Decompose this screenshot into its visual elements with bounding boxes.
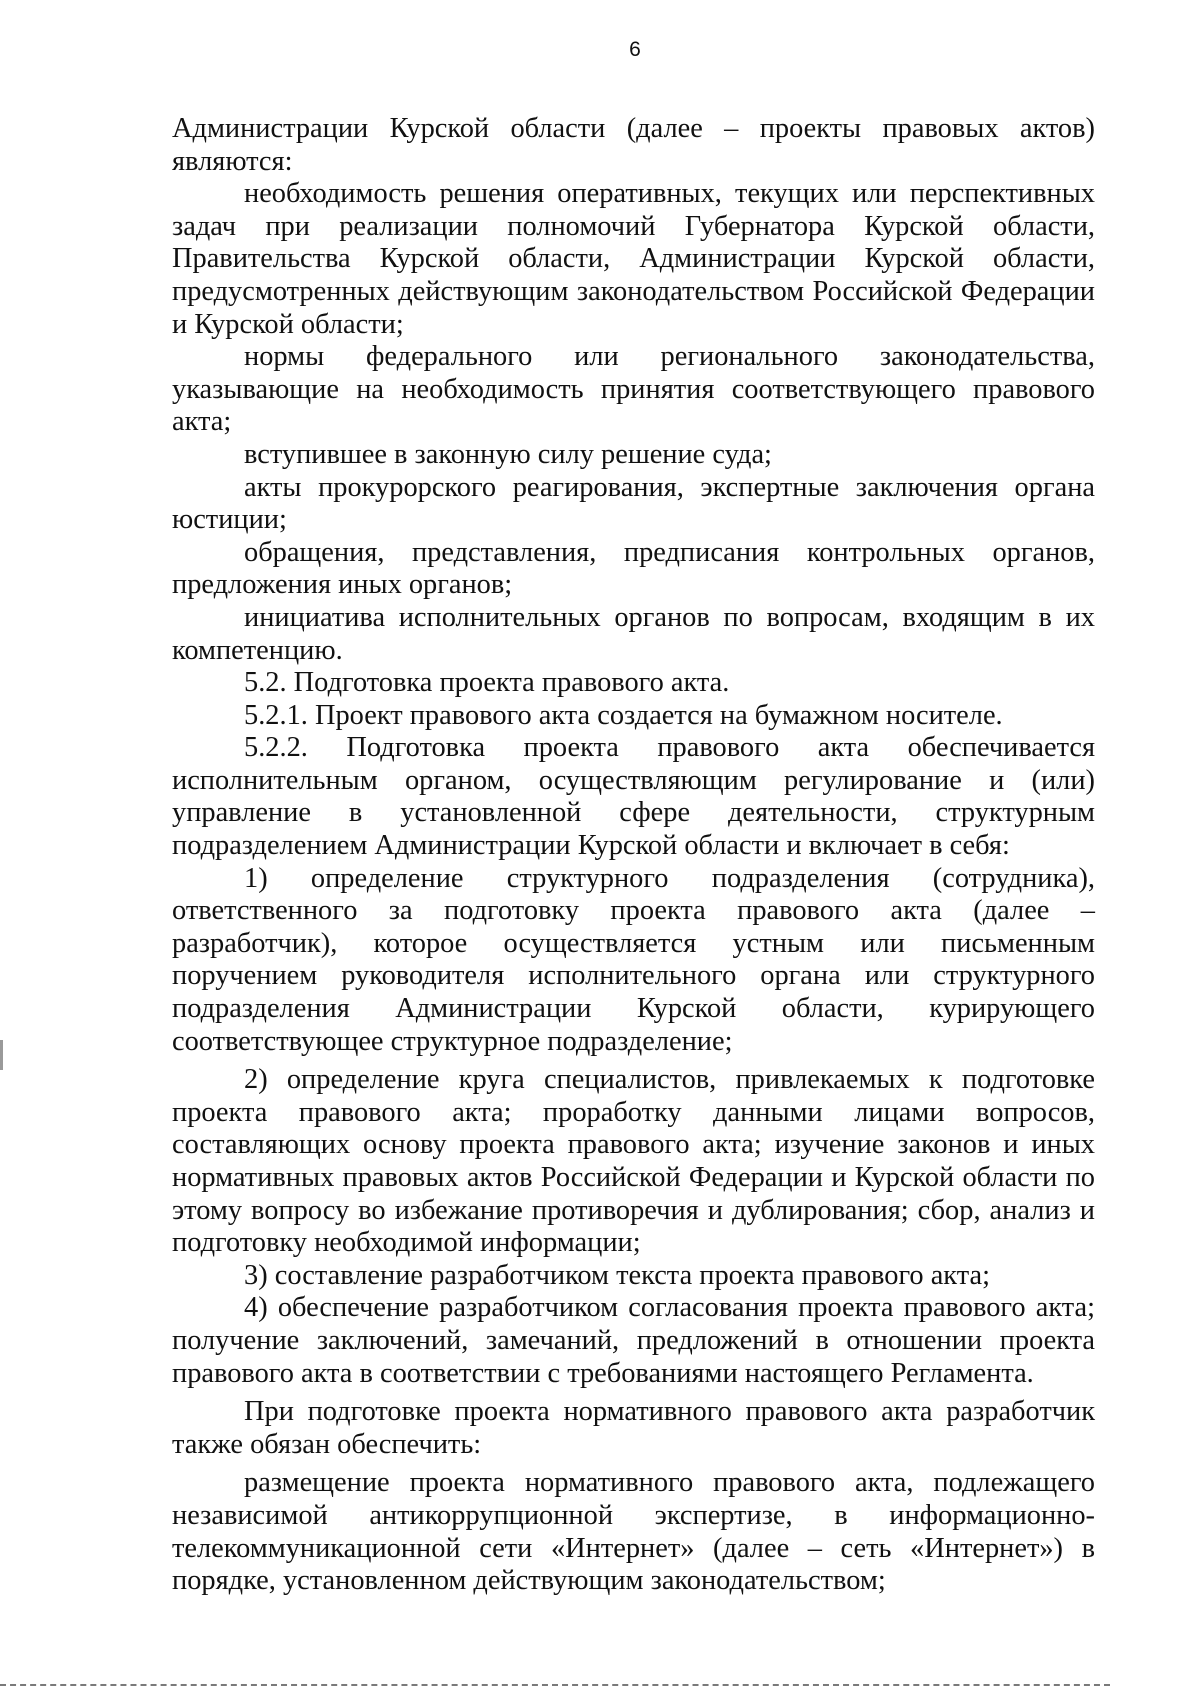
paragraph: 1) определение структурного подразделения (сотрудника), ответственного за подготовку проекта правового акта (далее – разработчик), которое осуществляется устным или письменным поручением руководителя исполнительного органа или структурного подразделения Администрации Курской области, курирующего соответствующее структурное подразделение; — [172, 862, 1095, 1057]
paragraph: размещение проекта нормативного правового акта, подлежащего независимой антикоррупционной экспертизе, в информационно-телекоммуникационной сети «Интернет» (далее – сеть «Интернет») в порядке, установленном действующим законодательством; — [172, 1467, 1095, 1597]
paragraph: 2) определение круга специалистов, привлекаемых к подготовке проекта правового акта; проработку данными лицами вопросов, составляющих основу проекта правового акта; изучение законов и иных нормативных правовых актов Российской Федерации и Курской области по этому вопросу во избежание противоречия и дублирования; сбор, анализ и подготовку необходимой информации; — [172, 1064, 1095, 1259]
paragraph: 3) составление разработчиком текста проекта правового акта; — [244, 1259, 990, 1291]
paragraph: Администрации Курской области (далее – проекты правовых актов) являются: — [172, 113, 1095, 177]
paragraph: акты прокурорского реагирования, экспертные заключения органа юстиции; — [172, 471, 1095, 536]
page-number: 6 — [629, 38, 641, 61]
paragraph: обращения, представления, предписания контрольных органов, предложения иных органов; — [172, 536, 1095, 601]
scan-bottom-rule — [0, 1684, 1110, 1686]
paragraph: 5.2.2. Подготовка проекта правового акта обеспечивается исполнительным органом, осуществляющим регулирование и (или) управление в установленной сфере деятельности, структурным подразделением Администрации Курской области и включает в себя: — [172, 732, 1095, 862]
paragraph: 5.2. Подготовка проекта правового акта. — [244, 667, 730, 699]
paragraph: необходимость решения оперативных, текущих или перспективных задач при реализации полномочий Губернатора Курской области, Правительства Курской области, Администрации Курской области, предусмотренных действующим законодательством Российской Федерации и Курской области; — [172, 178, 1095, 340]
scan-edge-mark — [0, 1040, 3, 1070]
paragraph: нормы федерального или регионального законодательства, указывающие на необходимость принятия соответствующего правового акта; — [172, 341, 1095, 438]
document-body — [172, 113, 1095, 1598]
paragraph: 4) обеспечение разработчиком согласования проекта правового акта; получение заключений, замечаний, предложений в отношении проекта правового акта в соответствии с требованиями настоящего Регламента. — [172, 1292, 1095, 1389]
paragraph: инициатива исполнительных органов по вопросам, входящим в их компетенцию. — [172, 601, 1095, 666]
paragraph: вступившее в законную силу решение суда; — [244, 438, 772, 470]
paragraph: При подготовке проекта нормативного правового акта разработчик также обязан обеспечить: — [172, 1396, 1095, 1460]
paragraph: 5.2.1. Проект правового акта создается на бумажном носителе. — [244, 699, 1003, 731]
